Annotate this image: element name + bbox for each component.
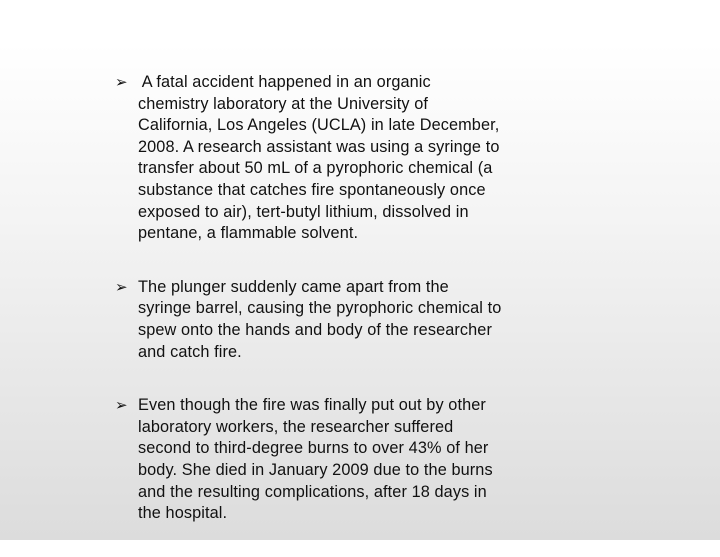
text-line: laboratory workers, the researcher suffered bbox=[138, 417, 454, 436]
bullet-item-plunger bbox=[115, 277, 545, 363]
bullet-item-outcome bbox=[115, 395, 545, 525]
text-line: California, Los Angeles (UCLA) in late December, bbox=[138, 116, 500, 135]
text-line: 2008. A research assistant was using a syringe to bbox=[138, 137, 500, 156]
text-line: A fatal accident happened in an organic bbox=[138, 73, 431, 91]
arrow-bullet-icon: ➢ bbox=[115, 278, 128, 296]
bullet-list bbox=[115, 72, 545, 557]
text-line: pentane, a flammable solvent. bbox=[138, 224, 359, 243]
bullet-text bbox=[138, 72, 545, 245]
arrow-bullet-icon: ➢ bbox=[115, 74, 128, 91]
text-line: The plunger suddenly came apart from the bbox=[138, 277, 449, 296]
text-line: and the resulting complications, after 18 days in bbox=[138, 482, 487, 501]
text-line: Even though the fire was finally put out by other bbox=[138, 396, 486, 415]
bullet-text bbox=[138, 395, 545, 525]
text-line: the hospital. bbox=[138, 504, 228, 523]
text-line: second to third-degree burns to over 43% of her bbox=[138, 439, 489, 458]
text-line: spew onto the hands and body of the researcher bbox=[138, 320, 492, 339]
bullet-text bbox=[138, 277, 545, 363]
text-line: and catch fire. bbox=[138, 342, 242, 361]
text-line: exposed to air), tert-butyl lithium, dissolved in bbox=[138, 202, 469, 221]
arrow-bullet-icon: ➢ bbox=[115, 397, 128, 415]
text-line: syringe barrel, causing the pyrophoric chemical to bbox=[138, 299, 502, 318]
text-line: body. She died in January 2009 due to the burns bbox=[138, 460, 493, 479]
text-line: substance that catches fire spontaneously once bbox=[138, 180, 486, 199]
text-line: transfer about 50 mL of a pyrophoric chemical (a bbox=[138, 159, 493, 178]
text-line: chemistry laboratory at the University of bbox=[138, 94, 429, 113]
bullet-item-accident bbox=[115, 72, 545, 245]
